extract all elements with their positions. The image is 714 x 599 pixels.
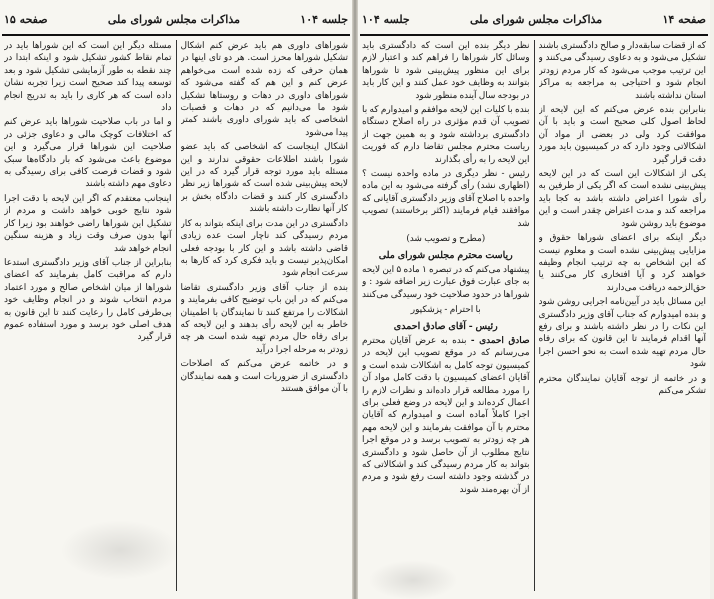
column-divider bbox=[176, 40, 177, 591]
approval-note: (مطرح و تصویب شد) bbox=[406, 234, 486, 245]
speech-text: بنده به عرض آقایان محترم می‌رسانم که در موقع تصویب این لایحه در کمیسیون توجه کامل به اشکالات شده است و آقایان اعضای کمیسیون با دقت کامل مواد آن را مورد مطالعه قرار داده‌اند و نظرات لازم را اعمال کرده‌اند و این لایحه در وضع فعلی برای اجرا کاملاً آماده است و امیدوارم که آقایان محترم با آن موافقت بفرمایند و این لایحه مهم هر چه زودتر به تصویب برسد و در موقع اجرا نتایج مطلوب از آن حاصل شود و دادگستری بتواند به کار مردم رسیدگی کند و اشکالاتی که در گذشته وجود داشته است رفع شود و مردم از آن بهره‌مند شوند bbox=[362, 335, 530, 495]
right-page-number: صفحه ۱۴ bbox=[662, 12, 706, 26]
paragraph: یکی از اشکالات این است که در این لایحه پیش‌بینی نشده است که اگر یکی از طرفین به رأی شورا اعتراض داشته باشد به کجا باید مراجعه کند و مدت اعتراض چقدر است و این موضوع باید روشن شود bbox=[538, 169, 706, 229]
paragraph: بنده با کلیات این لایحه موافقم و امیدوارم که با تصویب آن قدم مؤثری در راه اصلاح دستگاه دادگستری برداشته شود و به همین جهت از ریاست محترم مجلس تقاضا دارم که فوریت این لایحه را به رأی بگذارند bbox=[362, 105, 530, 165]
left-page-number: صفحه ۱۵ bbox=[4, 12, 48, 26]
right-page bbox=[358, 0, 710, 599]
paragraph: بنابراین از جناب آقای وزیر دادگستری استدعا دارم که مراقبت کامل بفرمایند که اعضای شوراها از میان اشخاص صالح و مورد اعتماد مردم انتخاب شوند و در انجام وظایف خود بی‌طرفی کامل را رعایت کنند تا این قانون به هدف اصلی خود برسد و مورد استفاده عموم قرار گیرد bbox=[4, 257, 172, 343]
right-page-column-left bbox=[362, 40, 530, 591]
president-statement: رئیس - نظر دیگری در ماده واحده نیست ؟ (اظهاری نشد) رأی گرفته می‌شود به این ماده واحده با اصلاح آقای وزیر دادگستری آقایانی که موافقند قیام فرمایند (اکثر برخاستند) تصویب شد bbox=[362, 169, 530, 229]
proposal-signature: با احترام - پزشکپور bbox=[410, 305, 481, 316]
paragraph: بنده از جناب آقای وزیر دادگستری تقاضا می‌کنم که در این باب توضیح کافی بفرمایند و اشکالات را مرتفع کنند تا نمایندگان با اطمینان خاطر به این لایحه رأی بدهند و این لایحه که برای رفاه حال مردم تهیه شده است هر چه زودتر به مرحله اجرا درآید bbox=[180, 282, 348, 355]
speech-paragraph bbox=[362, 335, 530, 496]
right-page-column-right bbox=[539, 40, 707, 591]
right-page-header bbox=[362, 6, 706, 32]
paragraph: و اما در باب صلاحیت شوراها باید عرض کنم که اختلافات کوچک مالی و دعاوی جزئی در صلاحیت این شوراها قرار می‌گیرد و این موضوع باعث می‌شود که بار دادگاه‌ها سبک شود و قضات فرصت کافی برای رسیدگی به دعاوی مهم داشته باشند bbox=[4, 117, 172, 190]
left-page-session: جلسه ۱۰۴ bbox=[300, 12, 348, 26]
paragraph: دادگستری در این مدت برای اینکه بتواند به کار مردم رسیدگی کند ناچار است عده زیادی قاضی داشته باشد و این کار با بودجه فعلی امکان‌پذیر نیست و باید فکری کرد که کارها به سرعت انجام شود bbox=[180, 218, 348, 279]
left-page-column-left bbox=[4, 40, 172, 591]
left-page bbox=[0, 0, 352, 599]
proposal-heading: ریاست محترم مجلس شورای ملی bbox=[378, 249, 513, 261]
left-page-title: مذاکرات مجلس شورای ملی bbox=[107, 12, 241, 26]
right-page-session: جلسه ۱۰۴ bbox=[362, 12, 410, 26]
left-page-header bbox=[4, 6, 348, 32]
speaker-name: صادق احمدی - bbox=[470, 335, 530, 346]
paragraph: شوراهای داوری هم باید عرض کنم اشکال تشکیل شوراها محرز است. هر دو تای اینها در همان حرفی که زده شده است می‌خواهم عرض کنم و این هم که گفته می‌شود که شوراهای داوری در دهات و روستاها تشکیل شود ما می‌دانیم که در دهات و قصبات اشخاصی که باید شورای داوری باشند کمتر پیدا می‌شود bbox=[180, 41, 348, 138]
paragraph: این مسائل باید در آیین‌نامه اجرایی روشن شود و بنده امیدوارم که جناب آقای وزیر دادگستری این نکات را در نظر داشته باشند و برای رفع آنها اقدام فرمایند تا این قانون که برای رفاه حال مردم تهیه شده است به نحو احسن اجرا شود bbox=[538, 297, 706, 370]
column-divider bbox=[534, 40, 535, 591]
left-page-column-right bbox=[181, 40, 349, 591]
paragraph: نظر دیگر بنده این است که دادگستری باید وسائل کار شوراها را فراهم کند و اعتبار لازم برای این منظور پیش‌بینی شود تا شوراها بتوانند به وظایف خود عمل کنند و این کار باید در بودجه سال آینده منظور شود bbox=[362, 41, 530, 101]
paragraph: که از قضات سابقه‌دار و صالح دادگستری باشند تشکیل می‌شود و به دعاوی رسیدگی می‌کنند و این ترتیب موجب می‌شود که کار مردم زودتر انجام شود و احتیاجی به مراجعه به مراکز استان نداشته باشند bbox=[538, 41, 706, 101]
paragraph: و در خاتمه از توجه آقایان نمایندگان محترم تشکر می‌کنم bbox=[538, 373, 706, 396]
left-page-columns bbox=[4, 40, 348, 591]
paragraph: و در خاتمه عرض می‌کنم که اصلاحات دادگستری از ضروریات است و همه نمایندگان با آن موافق هستند bbox=[180, 359, 348, 394]
right-page-title: مذاکرات مجلس شورای ملی bbox=[470, 12, 603, 26]
right-page-columns bbox=[362, 40, 706, 591]
president-call-speaker: رئیس - آقای صادق احمدی bbox=[393, 320, 498, 332]
paragraph: بنابراین بنده عرض می‌کنم که این لایحه از لحاظ اصول کلی صحیح است و باید با آن موافقت کرد ولی در بعضی از مواد آن اشکالاتی وجود دارد که در کمیسیون باید مورد دقت قرار گیرد bbox=[538, 105, 706, 165]
paragraph: دیگر اینکه برای اعضای شوراها حقوق و مزایایی پیش‌بینی نشده است و معلوم نیست که این اشخاص به چه ترتیب انجام وظیفه خواهند کرد و آیا افتخاری کار می‌کنند یا حق‌الزحمه دریافت می‌دارند bbox=[538, 233, 706, 293]
paragraph: مسئله دیگر این است که این شوراها باید در تمام نقاط کشور تشکیل شود و اینکه ابتدا در چند نقطه به طور آزمایشی تشکیل شود و بعد توسعه پیدا کند صحیح است زیرا تجربه نشان داده است که هر کاری را باید به تدریج انجام داد bbox=[4, 41, 172, 114]
left-page-header-rule bbox=[2, 34, 350, 36]
right-page-header-rule bbox=[360, 34, 708, 36]
proposal-text: پیشنهاد می‌کنم که در تبصره ۱ ماده ۵ این لایحه به جای عبارت فوق عبارت زیر اضافه شود : و شوراها در حدود صلاحیت خود رسیدگی می‌کنند bbox=[362, 264, 530, 300]
paragraph: اینجانب معتقدم که اگر این لایحه با دقت اجرا شود نتایج خوبی خواهد داشت و مردم از تشکیل این شوراها راضی خواهند بود زیرا کار آنها بدون صرف وقت زیاد و هزینه سنگین انجام خواهد شد bbox=[4, 193, 172, 254]
paragraph: اشکال اینجاست که اشخاصی که باید عضو شورا باشند اطلاعات حقوقی ندارند و این مسئله باید مورد توجه قرار گیرد که در این لایحه پیش‌بینی شده است که شوراها زیر نظر دادگستری کار کنند و قضات دادگاه بخش بر کار آنها نظارت داشته باشند bbox=[180, 142, 348, 215]
